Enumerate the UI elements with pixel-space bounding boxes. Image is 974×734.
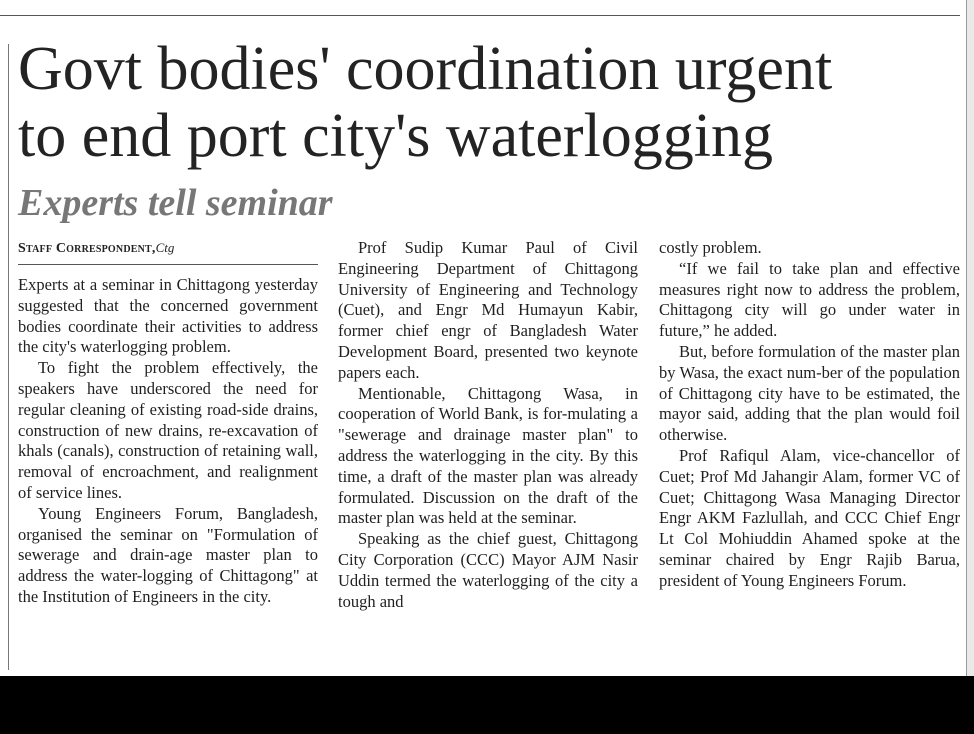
paragraph: Young Engineers Forum, Bangladesh, organised the seminar on "Formulation of sewerage and drain-age master plan to address the water-logging of Chittagong" at the Institution of Engineers in the city. xyxy=(18,503,318,606)
column-1 xyxy=(18,275,318,608)
byline-place: Ctg xyxy=(155,240,175,255)
byline-rule xyxy=(18,264,318,265)
paragraph: Experts at a seminar in Chittagong yesterday suggested that the concerned government bodies coordinate their activities to address the city's waterlogging problem. xyxy=(18,275,318,357)
paragraph: Prof Rafiqul Alam, vice-chancellor of Cuet; Prof Md Jahangir Alam, former VC of Cuet; Chittagong Wasa Managing Director Engr AKM Fazlullah, and CCC Chief Engr Lt Col Mohiuddin Ahamed spoke at the seminar chaired by Engr Rajib Barua, president of Young Engineers Forum. xyxy=(659,445,960,590)
bottom-black-bar xyxy=(0,676,974,734)
column-2 xyxy=(338,238,638,612)
byline xyxy=(18,238,318,259)
headline-line-2: to end port city's waterlogging xyxy=(18,102,774,170)
page-edge xyxy=(966,0,974,676)
subheadline: Experts tell seminar xyxy=(18,182,333,224)
paragraph: Speaking as the chief guest, Chittagong City Corporation (CCC) Mayor AJM Nasir Uddin termed the waterlogging of the city a tough and xyxy=(338,529,638,611)
headline-line-1: Govt bodies' coordination urgent xyxy=(18,35,833,103)
left-column-rule xyxy=(8,44,9,670)
paragraph: “If we fail to take plan and effective measures right now to address the problem, Chittagong city will go under water in future,” he added. xyxy=(659,258,960,341)
paragraph: Mentionable, Chittagong Wasa, in cooperation of World Bank, is for-mulating a "sewerage and drainage master plan" to address the waterlogging in the city. By this time, a draft of the master plan was already formulated. Discussion on the draft of the master plan was held at the seminar. xyxy=(338,383,638,528)
paragraph: costly problem. xyxy=(659,238,762,257)
paragraph: Prof Sudip Kumar Paul of Civil Engineering Department of Chittagong University of Engineering and Technology (Cuet), and Engr Md Humayun Kabir, former chief engr of Bangladesh Water Development Board, presented two keynote papers each. xyxy=(338,238,638,382)
column-3 xyxy=(659,238,960,592)
paragraph: But, before formulation of the master plan by Wasa, the exact num-ber of the population of Chittagong city have to be estimated, the mayor said, adding that the plan would foil otherwise. xyxy=(659,341,960,445)
top-rule xyxy=(0,15,960,16)
paragraph: To fight the problem effectively, the speakers have underscored the need for regular cleaning of existing road-side drains, construction of new drains, re-excavation of khals (canals), construction of retaining wall, removal of encroachment, and realignment of service lines. xyxy=(18,358,318,502)
byline-name: Staff Correspondent, xyxy=(18,241,156,256)
headline xyxy=(18,36,958,170)
